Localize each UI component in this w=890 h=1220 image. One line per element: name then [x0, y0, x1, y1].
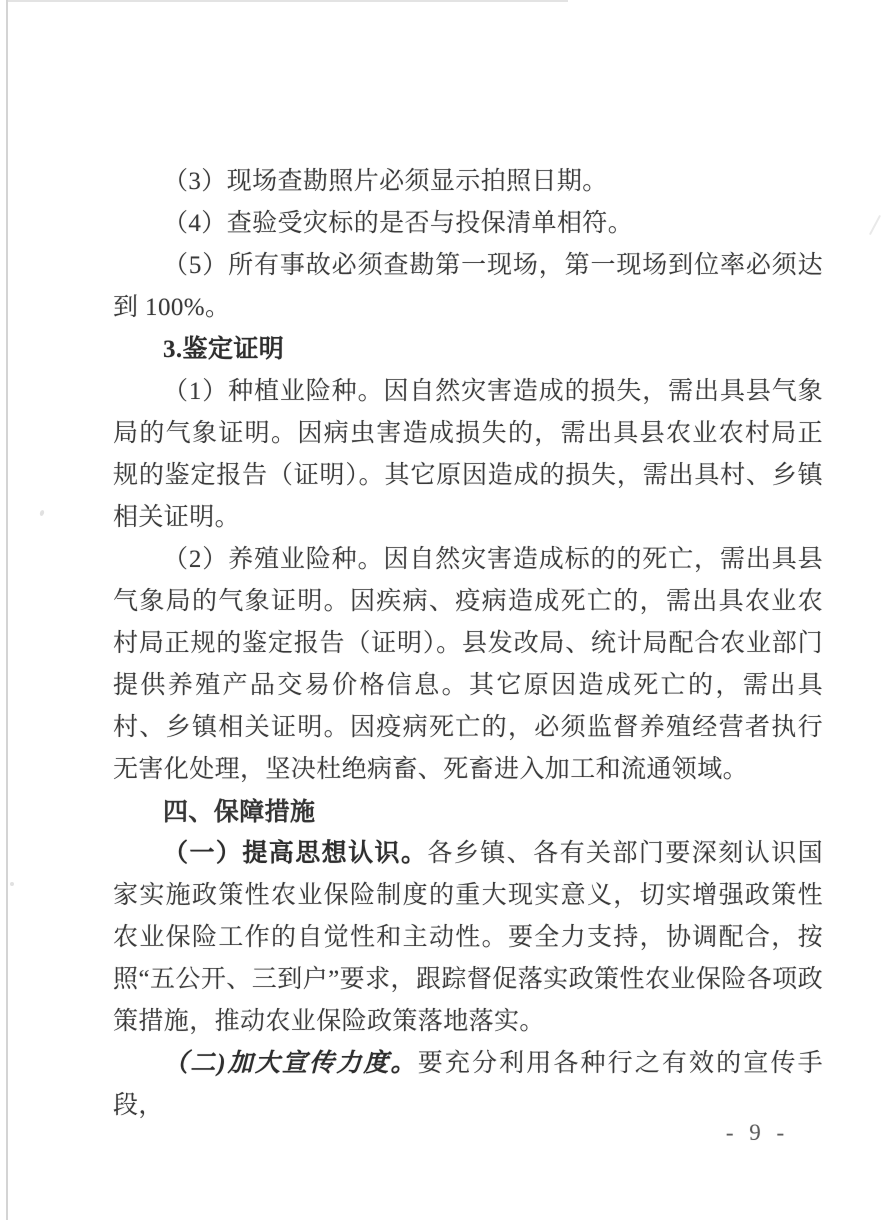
paragraph [113, 203, 823, 245]
page-number: - 9 - [725, 1120, 790, 1145]
section-heading [113, 791, 823, 833]
paragraph-text: （4）查验受灾标的是否与投保清单相符。 [163, 210, 634, 237]
paragraph [113, 833, 823, 1043]
scan-edge-top [8, 0, 568, 2]
scan-crease [869, 215, 881, 235]
paragraph-text: （1）种植业险种。因自然灾害造成的损失，需出具县气象局的气象证明。因病虫害造成损失的，需出具县农业农村局正规的鉴定报告（证明）。其它原因造成的损失，需出具村、乡镇相关证明。 [113, 378, 823, 531]
paragraph-text: （3）现场查勘照片必须显示拍照日期。 [163, 168, 608, 195]
section-heading [113, 329, 823, 371]
paragraph-text: 3.鉴定证明 [163, 336, 285, 363]
paragraph-text: 四、保障措施 [163, 798, 316, 826]
paragraph-text: 各乡镇、各有关部门要深刻认识国家实施政策性农业保险制度的重大现实意义，切实增强政策性农业保险工作的自觉性和主动性。要全力支持，协调配合，按照“五公开、三到户”要求，跟踪督促落实政策性农业保险各项政策措施，推动农业保险政策落地落实。 [113, 840, 823, 1035]
scan-speck [10, 882, 14, 886]
paragraph-text: （5）所有事故必须查勘第一现场，第一现场到位率必须达到 100%。 [113, 252, 823, 321]
paragraph-lead: （二)加大宣传力度。 [163, 1050, 418, 1077]
paragraph [113, 161, 823, 203]
paragraph [113, 245, 823, 329]
scan-edge-left [6, 0, 8, 1220]
paragraph [113, 539, 823, 791]
paragraph-text: 要充分利用各种行之有效的宣传手段， [113, 1050, 823, 1119]
paragraph-text: （2）养殖业险种。因自然灾害造成标的的死亡，需出具县气象局的气象证明。因疾病、疫病造成死亡的，需出具农业农村局正规的鉴定报告（证明）。县发改局、统计局配合农业部门提供养殖产品交易价格信息。其它原因造成死亡的，需出具村、乡镇相关证明。因疫病死亡的，必须监督养殖经营者执行无害化处理，坚决杜绝病畜、死畜进入加工和流通领域。 [113, 546, 823, 783]
document-body [113, 161, 823, 1127]
paragraph [113, 1043, 823, 1127]
paragraph-lead: （一）提高思想认识。 [163, 840, 428, 867]
scan-speck [39, 509, 45, 516]
paragraph [113, 371, 823, 539]
